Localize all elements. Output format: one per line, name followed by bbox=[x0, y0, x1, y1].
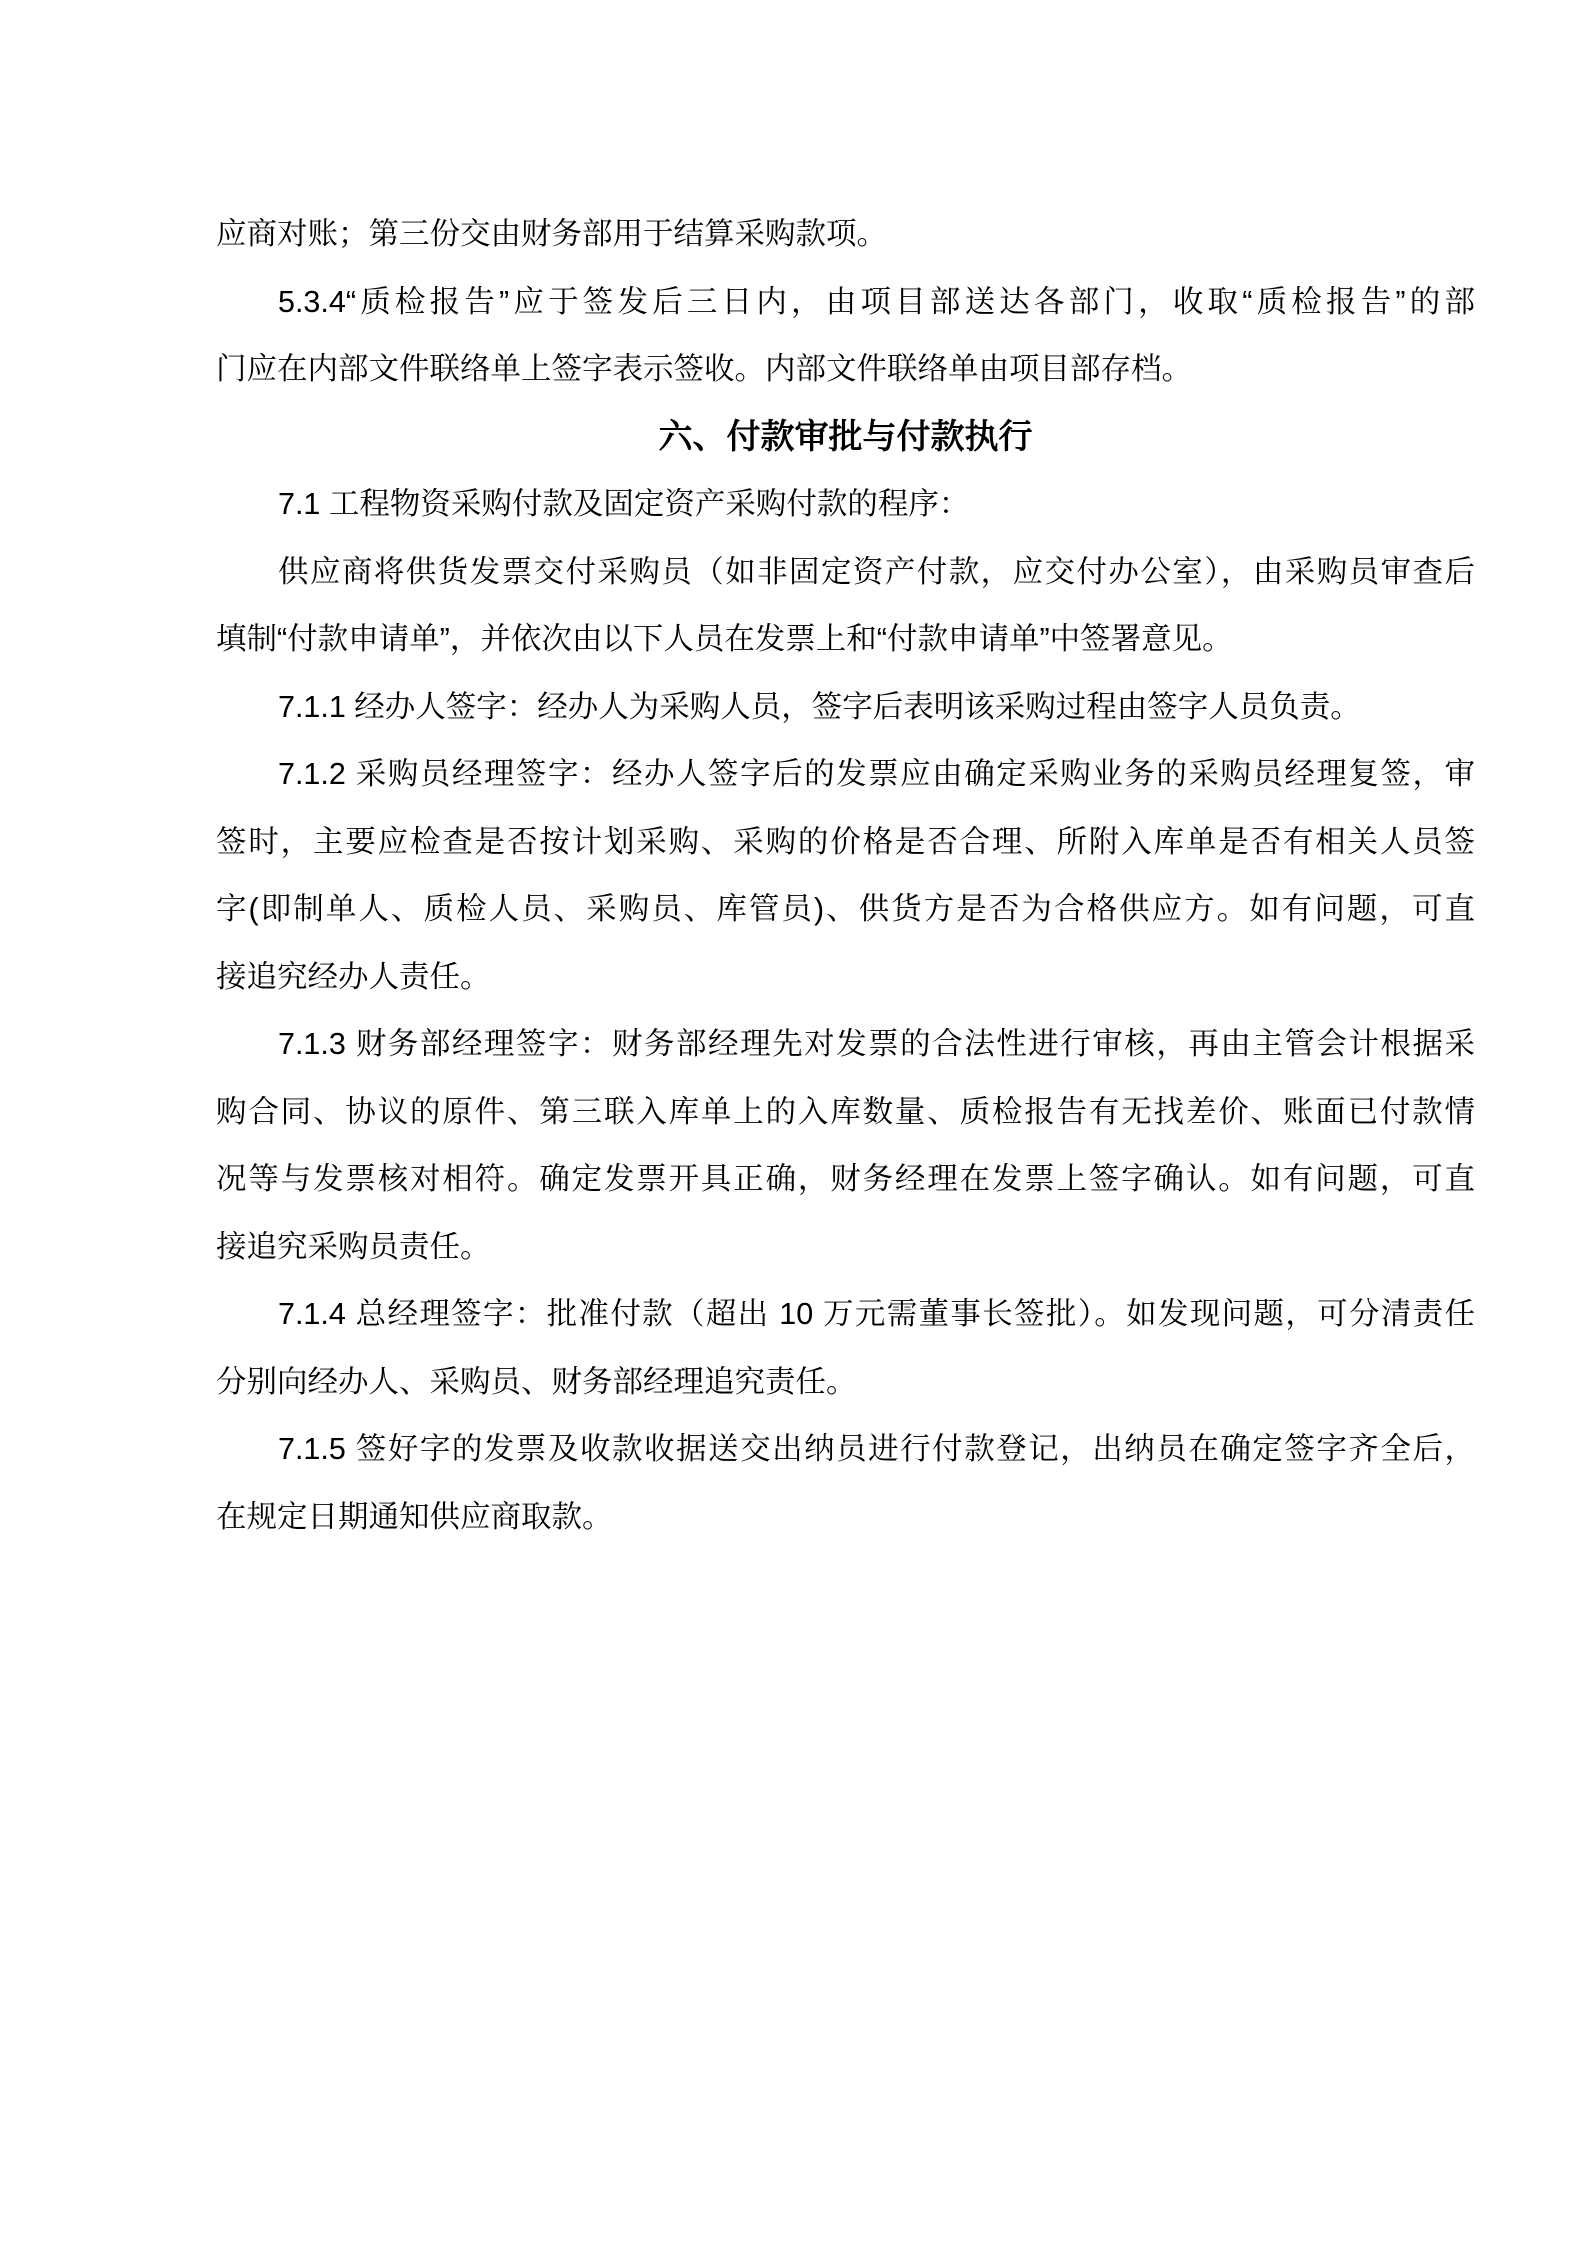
paragraph bbox=[216, 674, 1475, 742]
text-line: 7.1.4 总经理签字：批准付款（超出 10 万元需董事长签批）。如发现问题，可分清责任 bbox=[278, 1297, 1475, 1331]
text-line: 7.1.2 采购员经理签字：经办人签字后的发票应由确定采购业务的采购员经理复签，审 bbox=[278, 757, 1475, 791]
text-line: 况等与发票核对相符。确定发票开具正确，财务经理在发票上签字确认。如有问题，可直 bbox=[216, 1162, 1475, 1196]
paragraph bbox=[216, 471, 1475, 539]
paragraph bbox=[216, 539, 1475, 674]
text-line: 5.3.4“质检报告”应于签发后三日内，由项目部送达各部门，收取“质检报告”的部 bbox=[278, 284, 1475, 319]
text-line: 接追究采购员责任。 bbox=[216, 1229, 491, 1264]
section-before bbox=[216, 201, 1475, 404]
text-line: 7.1.3 财务部经理签字：财务部经理先对发票的合法性进行审核，再由主管会计根据采 bbox=[278, 1027, 1475, 1061]
paragraph bbox=[216, 269, 1475, 404]
text-line: 7.1.1 经办人签字：经办人为采购人员，签字后表明该采购过程由签字人员负责。 bbox=[278, 689, 1361, 724]
paragraph bbox=[216, 1416, 1475, 1551]
paragraph bbox=[216, 741, 1475, 1011]
text-line: 签时，主要应检查是否按计划采购、采购的价格是否合理、所附入库单是否有相关人员签 bbox=[216, 824, 1475, 859]
section-after bbox=[216, 471, 1475, 1551]
text-line: 应商对账；第三份交由财务部用于结算采购款项。 bbox=[216, 217, 887, 251]
text-line: 7.1.5 签好字的发票及收款收据送交出纳员进行付款登记，出纳员在确定签字齐全后， bbox=[278, 1432, 1475, 1466]
paragraph bbox=[216, 1011, 1475, 1281]
text-line: 分别向经办人、采购员、财务部经理追究责任。 bbox=[216, 1364, 857, 1399]
document-page bbox=[216, 201, 1475, 1551]
paragraph bbox=[216, 1281, 1475, 1416]
text-line: 门应在内部文件联络单上签字表示签收。内部文件联络单由项目部存档。 bbox=[216, 352, 1192, 386]
text-line: 7.1 工程物资采购付款及固定资产采购付款的程序： bbox=[278, 487, 970, 521]
text-line: 购合同、协议的原件、第三联入库单上的入库数量、质检报告有无找差价、账面已付款情 bbox=[216, 1094, 1475, 1129]
text-line: 接追究经办人责任。 bbox=[216, 959, 491, 994]
paragraph bbox=[216, 201, 1475, 269]
text-line: 在规定日期通知供应商取款。 bbox=[216, 1499, 613, 1534]
section-heading: 六、付款审批与付款执行 bbox=[658, 416, 1033, 457]
text-line: 供应商将供货发票交付采购员（如非固定资产付款，应交付办公室），由采购员审查后 bbox=[278, 554, 1475, 589]
text-line: 填制“付款申请单”，并依次由以下人员在发票上和“付款申请单”中签署意见。 bbox=[216, 622, 1233, 656]
text-line: 字(即制单人、质检人员、采购员、库管员)、供货方是否为合格供应方。如有问题，可直 bbox=[216, 892, 1475, 926]
